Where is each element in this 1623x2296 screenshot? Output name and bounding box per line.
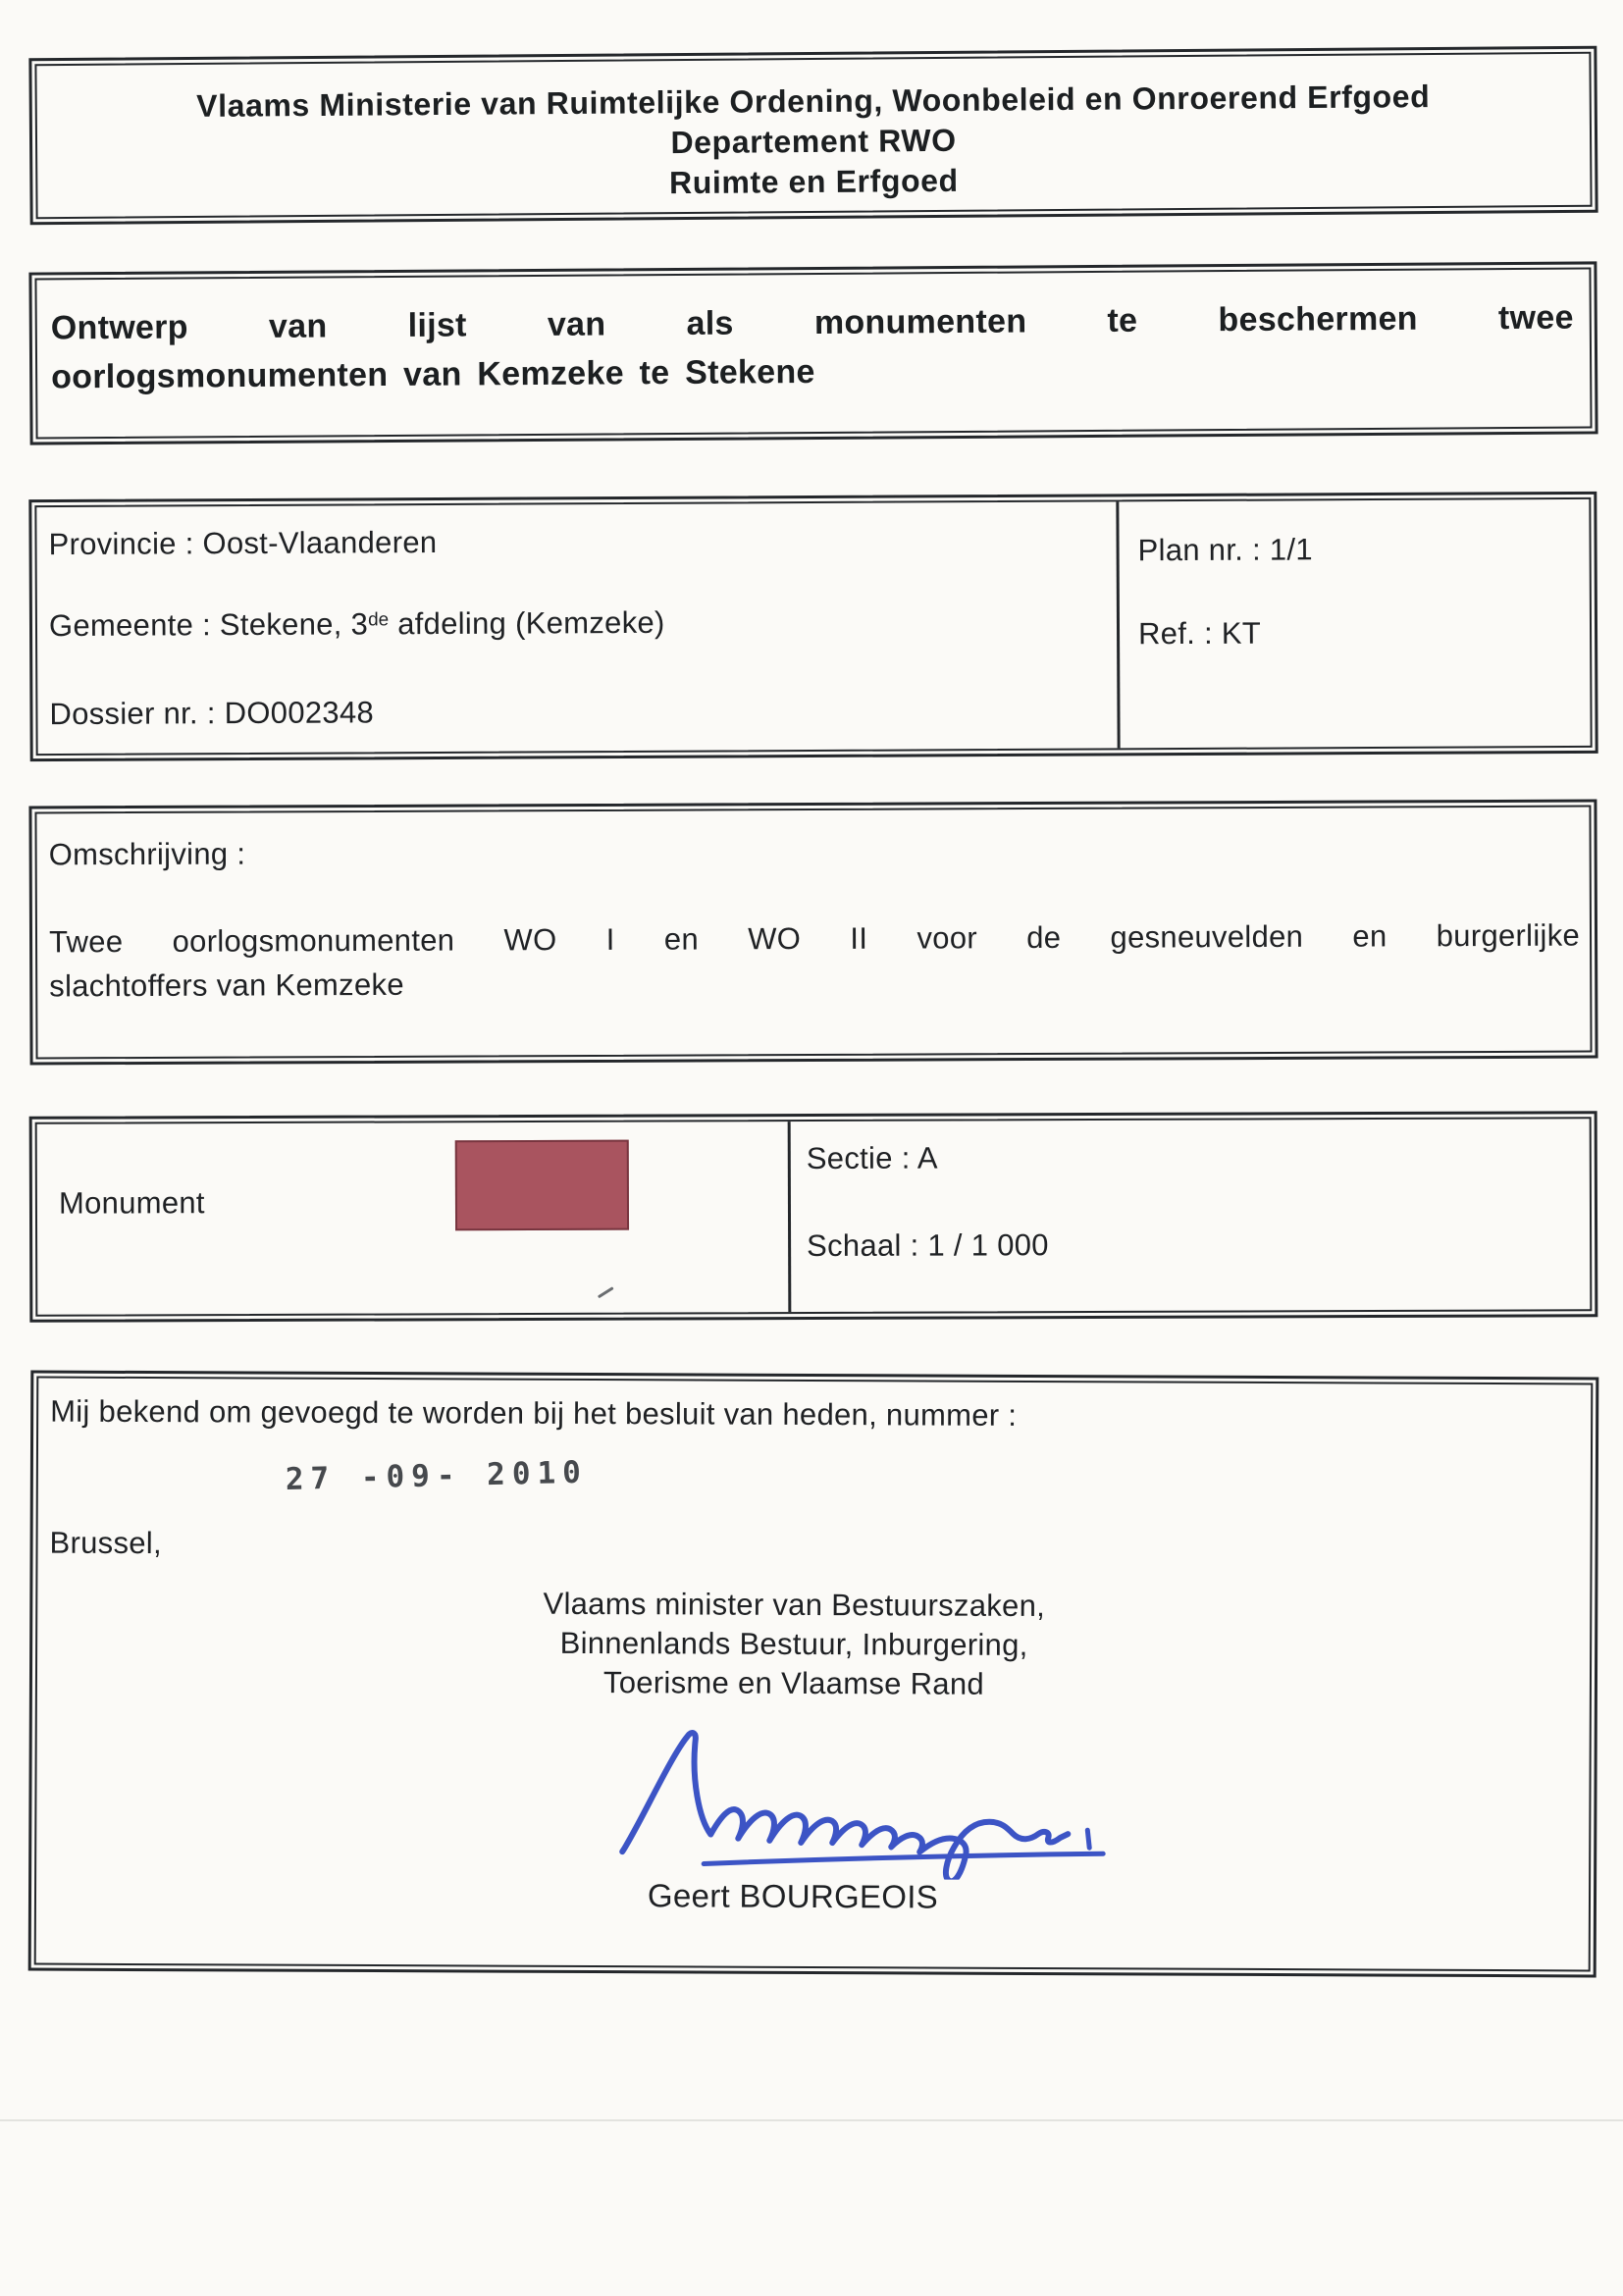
gemeente-prefix: Gemeente : Stekene, 3 [48,606,369,644]
signature-ink [601,1726,1131,1880]
department-name: Departement RWO [670,122,957,161]
info-column-divider [1116,501,1120,748]
city-line: Brussel, [49,1525,163,1561]
document-title [51,293,1575,402]
signer-name: Geert BOURGEOIS [647,1877,939,1915]
field-dossier-nr: Dossier nr. : DO002348 [49,695,375,732]
description-line-1: Twee oorlogsmonumenten WO I en WO II voor de gesneuvelden en burgerlijke [48,917,1581,960]
description-label: Omschrijving : [48,836,246,872]
monument-color-swatch [455,1140,629,1231]
description-text [49,913,1580,1009]
minister-title-line-3: Toerisme en Vlaamse Rand [602,1665,985,1701]
field-provincie: Provincie : Oost-Vlaanderen [48,525,438,562]
description-line-2: slachtoffers van Kemzeke [49,966,404,1004]
scan-artifact-line [0,2119,1623,2121]
case-info-box [28,492,1597,761]
minister-title-line-2: Binnenlands Bestuur, Inburgering, [559,1625,1028,1662]
legend-column-divider [788,1122,792,1312]
gemeente-superscript: de [368,609,390,631]
legend-box [29,1111,1598,1323]
description-box [28,800,1597,1066]
date-stamp: 27 -09- 2010 [285,1454,589,1497]
field-gemeente [49,605,665,644]
approval-intro: Mij bekend om gevoegd te worden bij het besluit van heden, nummer : [50,1393,1018,1433]
signature-box [28,1371,1599,1978]
title-line-1: Ontwerp van lijst van als monumenten te beschermen twee [50,298,1574,347]
minister-title [37,1583,1551,1707]
legend-label-monument: Monument [58,1185,205,1221]
title-line-2: oorlogsmonumenten van Kemzeke te Stekene [51,352,815,396]
gemeente-suffix: afdeling (Kemzeke) [389,604,665,642]
field-schaal: Schaal : 1 / 1 000 [807,1227,1049,1264]
field-ref: Ref. : KT [1137,615,1262,652]
minister-title-line-1: Vlaams minister van Bestuurszaken, [543,1586,1046,1624]
document-title-box [28,261,1597,444]
division-name: Ruimte en Erfgoed [668,162,959,201]
field-sectie: Sectie : A [806,1140,938,1176]
pen-mark [598,1286,614,1298]
field-plan-nr: Plan nr. : 1/1 [1137,532,1313,568]
ministry-name: Vlaams Ministerie van Ruimtelijke Ordening, Woonbeleid en Onroerend Erfgoed [196,78,1431,124]
ministry-header-box [28,46,1597,226]
